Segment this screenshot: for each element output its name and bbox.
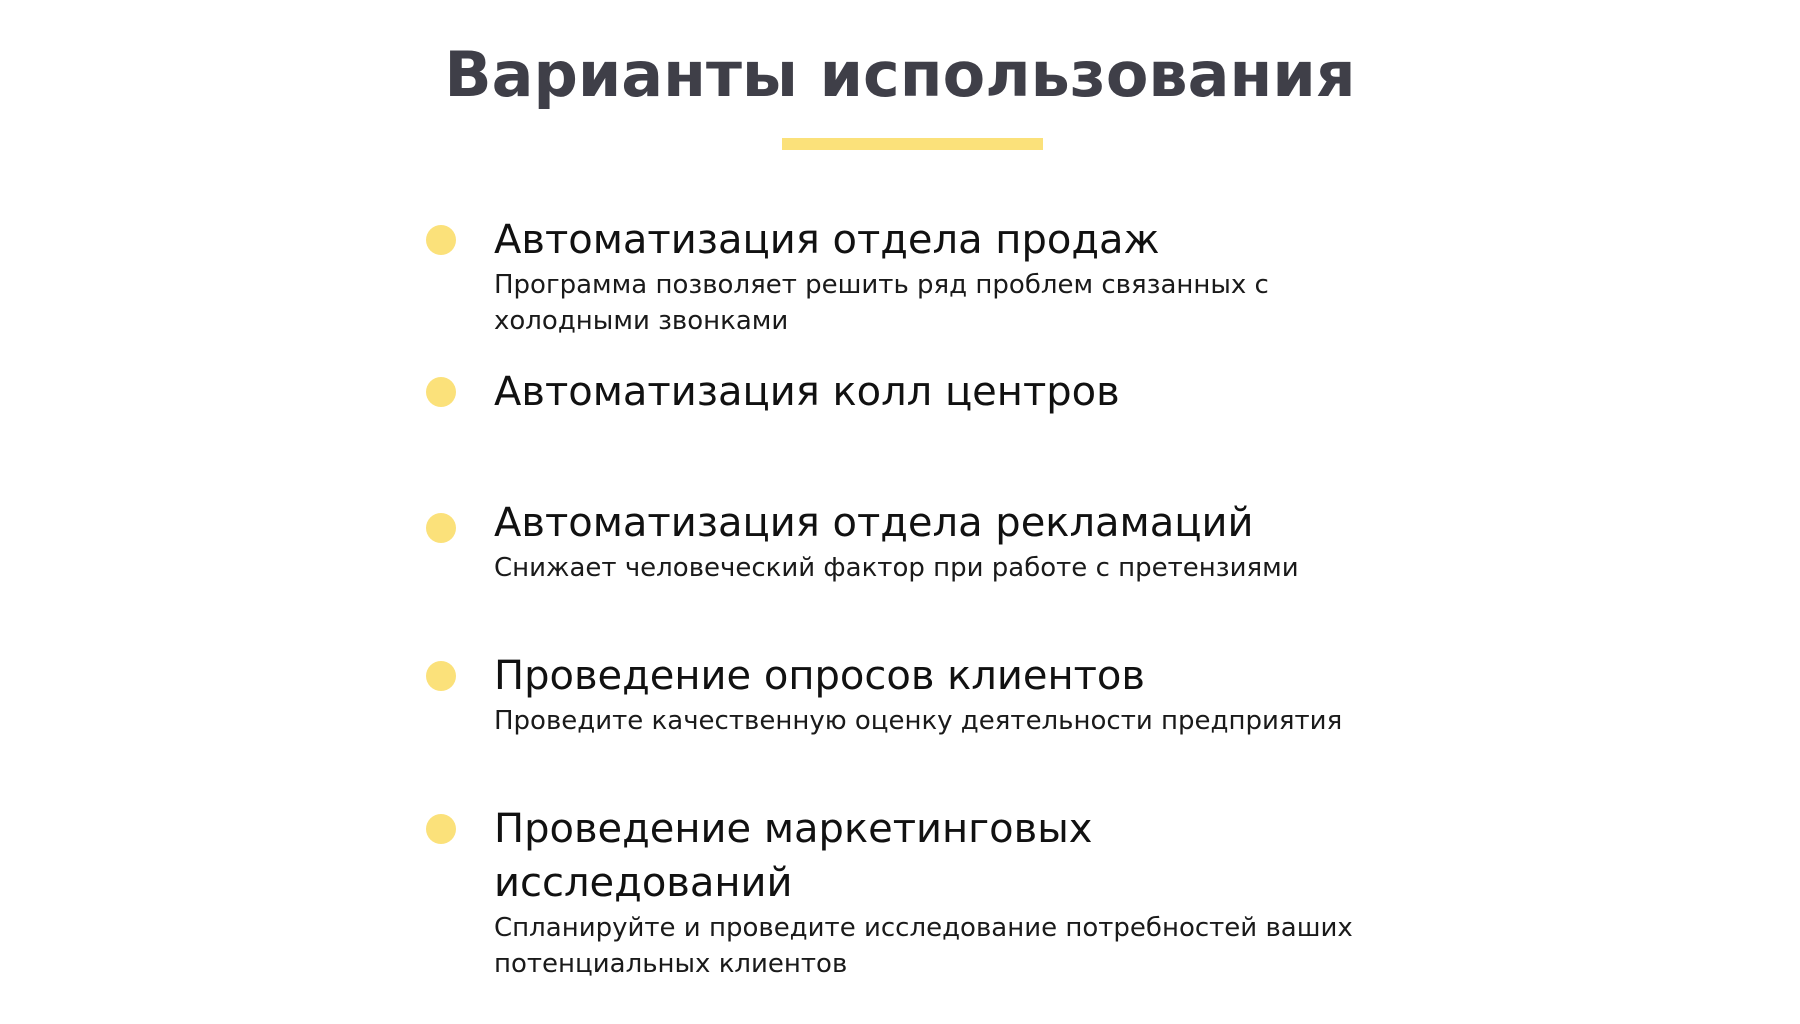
use-case-title: Автоматизация колл центров [494,369,1120,415]
bullet-dot-icon [426,513,456,543]
use-case-description: Проведите качественную оценку деятельности предприятия [494,706,1343,736]
bullet-dot-icon [426,225,456,255]
use-case-description: Спланируйте и проведите исследование потребностей ваших потенциальных клиентов [494,913,1353,979]
use-case-title: Проведение опросов клиентов [494,653,1145,699]
use-case-description: Программа позволяет решить ряд проблем связанных с холодными звонками [494,270,1269,336]
use-case-title: Проведение маркетинговых исследований [494,806,1093,906]
bullet-dot-icon [426,814,456,844]
bullet-dot-icon [426,377,456,407]
bullet-dot-icon [426,661,456,691]
page-title: Варианты использования [444,38,1356,111]
use-case-title: Автоматизация отдела продаж [494,217,1160,263]
use-case-title: Автоматизация отдела рекламаций [494,500,1254,546]
use-case-description: Снижает человеческий фактор при работе с претензиями [494,553,1299,583]
